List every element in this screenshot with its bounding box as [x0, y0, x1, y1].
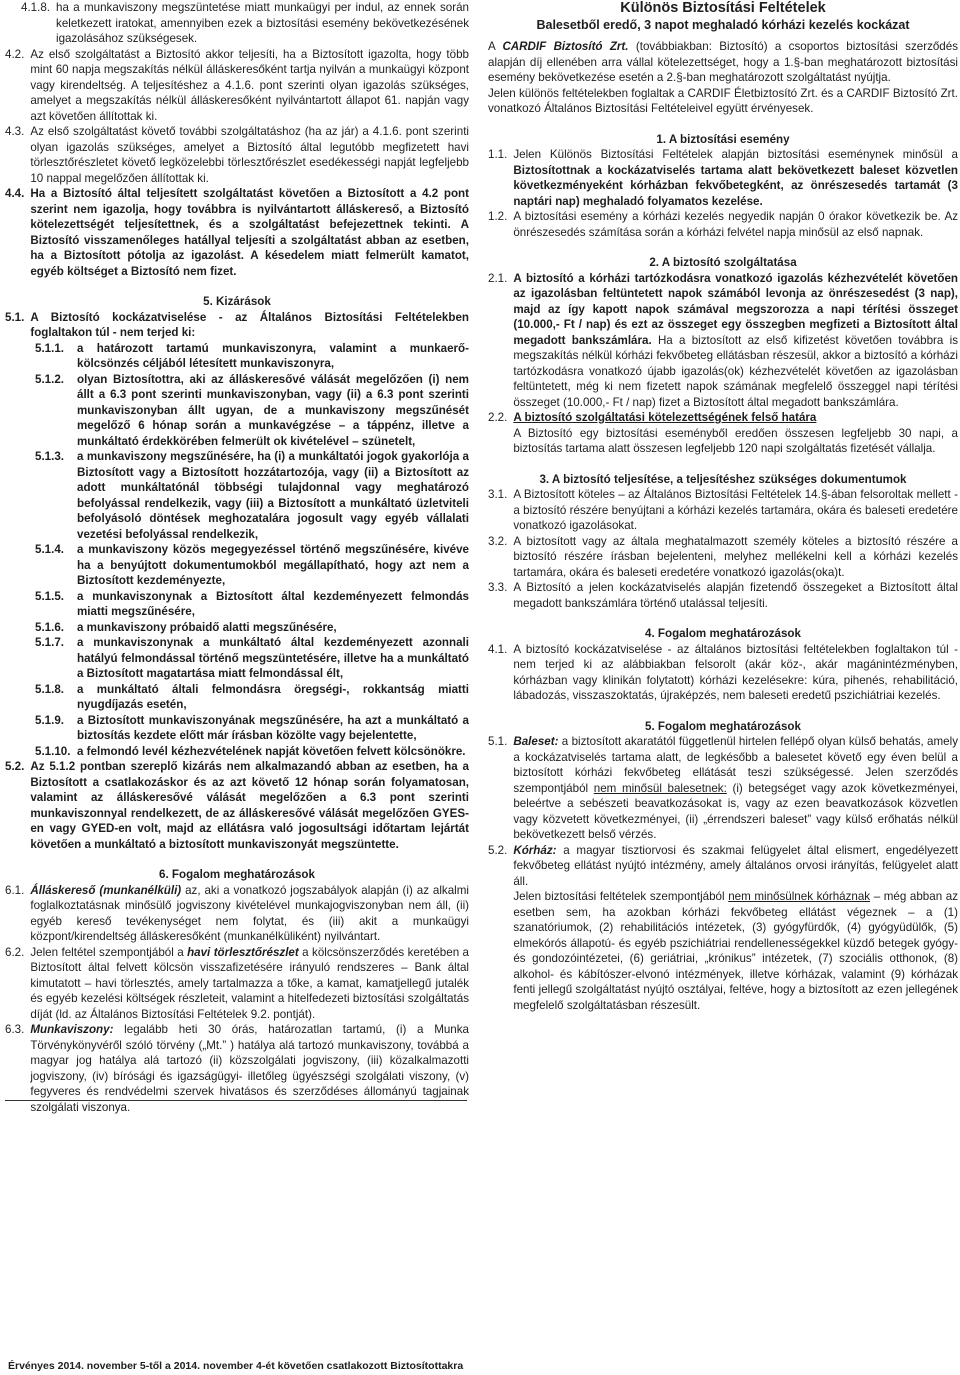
clause-4-1-8 — [5, 0, 469, 47]
clause-number: 4.1.8. — [21, 1, 51, 14]
section-2-heading: 2. A biztosító szolgáltatása — [649, 256, 797, 269]
definition-text: a magyar tisztiorvosi és szakmai felügyelet által elismert, engedélyezett fekvőbeteg ellátást nyújtó intézmény, amely általános orvosi irányítás, felügyelet alatt áll. — [513, 843, 958, 888]
clause-5-1 — [5, 310, 469, 341]
clause-text — [513, 147, 958, 209]
exclusion-text: a munkaviszony próbaidő alatti megszűnésére, — [77, 620, 337, 634]
right-column — [488, 0, 958, 1013]
clause-heading: A biztosító szolgáltatási kötelezettségének felső határa — [513, 411, 817, 424]
defined-term: Kórház: — [513, 843, 557, 857]
clause-5-1 — [488, 734, 958, 843]
clause-number: 5.2. — [5, 760, 25, 773]
definition-text: Jelen feltétel szempontjából a — [30, 945, 188, 959]
clause-3-3 — [488, 580, 958, 611]
footer-divider — [5, 1100, 467, 1101]
clause-text — [30, 945, 469, 1023]
section-3-heading: 3. A biztosító teljesítése, a teljesítéshez szükséges dokumentumok — [539, 472, 907, 486]
clause-text: Ha a Biztosító által teljesített szolgáltatást követően a Biztosított a 4.2 pont szerint nem igazolja, hogy továbbra is nyilvántartott álláskereső, a Biztosító kötelezettségét teljesítettnek, és a szolgáltatást befejezettnek tekinti. A Biztosító visszamenőleges hatállyal teljesíti a szolgáltatást abban az esetben, ha a Biztosított pótolja az igazolást. A késedelem miatt felmerült kamatot, egyéb költséget a Biztosító nem fizet. — [30, 187, 469, 278]
clause-text — [513, 734, 958, 843]
exclusion-item — [5, 682, 469, 713]
clause-1-1 — [488, 147, 958, 209]
exclusion-number: 5.1.3. — [35, 450, 65, 463]
clause-3-2 — [488, 534, 958, 581]
section-5-heading: 5. Fogalom meghatározások — [645, 719, 801, 733]
clause-number: 2.1. — [488, 271, 508, 285]
clause-5-2 — [5, 759, 469, 852]
clause-number: 6.1. — [5, 883, 25, 897]
clause-number: 5.1. — [5, 310, 25, 324]
intro-paragraph-2: Jelen különös feltételekben foglaltak a CARDIF Életbiztosító Zrt. és a CARDIF Biztosító Zrt. vonatkozó Általános Biztosítási Feltételeivel együtt érvényesek. — [488, 86, 958, 115]
document-subtitle: Balesetből eredő, 3 napot meghaladó kórházi kezelés kockázat — [536, 18, 910, 32]
exclusion-item — [5, 372, 469, 450]
exclusion-number: 5.1.10. — [35, 744, 71, 758]
exclusion-number: 5.1.4. — [35, 543, 65, 556]
clause-number: 4.1. — [488, 642, 508, 656]
definition-text: Jelen biztosítási feltételek szempontjából — [513, 890, 729, 903]
clause-text: A biztosítási esemény a kórházi kezelés negyedik napján 0 órakor következik be. Az önrészesedés számítása során a kórházi felvétel napja minősül az első napnak. — [513, 210, 958, 239]
clause-number: 1.1. — [488, 148, 508, 161]
exclusion-number: 5.1.1. — [35, 341, 65, 355]
exclusion-item — [5, 341, 469, 372]
clause-number: 3.1. — [488, 488, 508, 501]
clause-text-part: Jelen Különös Biztosítási Feltételek alapján biztosítási eseménynek minősül a — [513, 148, 958, 161]
clause-6-2 — [5, 945, 469, 1023]
defined-term: Baleset: — [513, 735, 559, 748]
intro-text: A — [488, 40, 503, 53]
clause-text-bold: A biztosító a kórházi tartózkodásra vonatkozó igazolás kézhezvételét követően az igazolásban feltüntetett napok számából levonja az önrészesedést (3 nap), majd az így kapott napok számával megszorozza a napi térítési összeget (10.000,- Ft / nap) és ezt az összeget egy összegben megfizeti a Biztosított által megadott bankszámlára. — [513, 271, 958, 347]
clause-text — [30, 883, 469, 945]
clause-text: Az első szolgáltatást a Biztosító akkor teljesíti, ha a Biztosított igazolta, hogy több mint 60 napja megszakítás nélkül álláskeresőként tartja nyilván a munkaügyi központ vagy kirendeltség. A teljesítéshez a 4.1.6. pont szerinti olyan igazolás szükséges, amelyet a megszakítás nélkül álláskeresőként nyilvántartott állapot 61. napján vagy azt követően állítottak ki. — [30, 47, 469, 123]
clause-number: 4.2. — [5, 47, 25, 61]
definition-text: az, aki a vonatkozó jogszabályok alapján (i) az alkalmi foglalkoztatásnak minősülő jogviszony kivételével munkajogviszonyban nem áll, (ii) egyéb kereső tevékenységet nem folytat, és (iii) akit a munkaügyi központ/kirendeltség álláskeresőként (munkanélküliként) nyilvántart. — [30, 883, 469, 943]
clause-text: ha a munkaviszony megszüntetése miatt munkaügyi per indul, az ennek során keletkezett iratokat, amennyiben ezek a biztosítási esemény bekövetkezésének igazolásához szükségesek. — [56, 1, 469, 45]
definition-text: a biztosított akaratától függetlenül hirtelen fellépő olyan külső behatás, amely a kockázatviselés tartama alatt, de legkésőbb a balesetet követő egy éven belül a biztosított kórházi fekvőbeteg ellátását teszi szükségessé. Jelen szerződés szempontjából — [513, 735, 958, 795]
clause-text: A Biztosító kockázatviselése - az Általános Biztosítási Feltételekben foglaltakon túl - nem terjed ki: — [30, 310, 469, 339]
exclusion-number: 5.1.8. — [35, 682, 65, 696]
exclusion-text: a munkaviszony megszűnésére, ha (i) a munkáltatói jogok gyakorlója a Biztosított vagy a Biztosított hozzátartozója, vagy (ii) a Biztosított az adott munkáltatónál többségi tulajdonnal vagy meghatározó befolyással rendelkezik, vagy (iii) a Biztosított a munkáltató üzletviteli befolyásoló döntések meghozatalára jogosult vagy egyéb vállalati vezetési befolyással rendelkezik, — [77, 450, 469, 541]
clause-3-1 — [488, 487, 958, 534]
definition-text: – még abban az esetben sem, ha azokban kórházi fekvőbeteg ellátást végeznek – a (1) szanatóriumok, (2) rehabilitációs intézetek, (3) gyógyfürdők, (4) gyógyüdülők, (5) elmekórós állapotú- és egyéb pszichiátriai rendellenességekkel küzdő betegek gyógy- és gondozóintézetei, (6) geriátriai, „krónikus” intézetek, (7) szociális otthonok, (8) alkohol- és kábítószer-elvonó intézmények, illetve kórházak, valamint (9) kórházak fenti jellegű szolgáltatást nyújtó osztályai, feltéve, hogy a biztosított az ezen jellegének megfelelő szolgáltatásban részesült. — [513, 890, 958, 1012]
clause-4-2 — [5, 47, 469, 125]
exclusion-text: a munkaviszonynak a Biztosított által kezdeményezett felmondás miatti megszűnésére, — [77, 589, 469, 618]
exclusion-item — [5, 589, 469, 620]
exclusion-text: a munkaviszony közös megegyezéssel történő megszűnésére, kivéve ha a benyújtott dokumentumokból megállapítható, hogy azt nem a Biztosított kezdeményezte, — [77, 543, 469, 587]
clause-number: 5.1. — [488, 735, 508, 748]
exclusion-text: a Biztosított munkaviszonyának megszűnésére, ha azt a munkáltató a biztosítás kezdete előtt már írásban közölte vagy bejelentette, — [77, 713, 469, 742]
exclusion-number: 5.1.9. — [35, 713, 65, 727]
clause-text — [513, 271, 958, 411]
clause-number: 6.3. — [5, 1023, 25, 1036]
defined-term: Munkaviszony: — [30, 1023, 114, 1036]
clause-number: 3.3. — [488, 581, 508, 594]
exclusion-text: a munkaviszonynak a munkáltató által kezdeményezett azonnali hatályú felmondással történő megszüntetésére, illetve ha a munkáltató a Biztosított magatartása miatt felmondással élt, — [77, 636, 469, 680]
exclusion-item — [5, 542, 469, 589]
intro-text: (továbbiakban: Biztosító) a csoportos biztosítási szerződés alapján díj ellenében arra vállal kötelezettséget, hogy a 1.§-ban meghatározott biztosítási esemény bekövetkezése esetén a 2.§-ban meghatározott szolgáltatást nyújtja. — [488, 40, 959, 84]
clause-4-1 — [488, 642, 958, 704]
exclusion-item — [5, 449, 469, 542]
clause-number: 1.2. — [488, 210, 508, 223]
definition-underlined: nem minősül balesetnek: — [593, 781, 727, 795]
document-title: Különös Biztosítási Feltételek — [620, 0, 826, 16]
clause-text-part: A Biztosító egy biztosítási eseményből eredően összesen legfeljebb 30 napi, a biztosítás tartama alatt összesen legfeljebb 120 napi szolgáltatás fizetését vállalja. — [513, 426, 958, 455]
clause-text — [513, 843, 958, 1014]
exclusion-list — [5, 341, 469, 760]
clause-4-3 — [5, 124, 469, 186]
clause-number: 6.2. — [5, 945, 25, 959]
clause-text: A biztosító kockázatviselése - az általános biztosítási feltételekben foglaltakon túl - nem terjed ki az alábbiakban felsorolt (akár köz-, akár magánintézményben, kórházban vagy klinikán folytatott) kórházi kezelésekre: kúra, pihenés, rehabilitáció, lábadozás, visszaszoktatás, újraképzés, nem baleseti eredetű pszichiátriai kezelés. — [513, 642, 958, 702]
company-name: CARDIF Biztosító Zrt. — [502, 40, 629, 53]
intro-paragraph — [488, 39, 958, 86]
clause-6-3 — [5, 1022, 469, 1115]
section-4-heading: 4. Fogalom meghatározások — [645, 627, 801, 640]
exclusion-item — [5, 744, 469, 760]
clause-number: 5.2. — [488, 843, 508, 857]
exclusion-number: 5.1.5. — [35, 589, 65, 603]
exclusion-text: a munkáltató általi felmondásra öregségi-, rokkantság miatti nyugdíjazás esetén, — [77, 682, 469, 711]
definition-text: (i) betegséget vagy azok következményei, beleértve a sebészeti beavatkozásokat is, vagy az ezen beavatkozások közvetlen vagy közvetett következményei, (ii) „érrendszeri baleset” vagy külső erőhatás nélkül bekövetkezett belső vérzés. — [513, 781, 959, 841]
clause-number: 4.3. — [5, 125, 25, 138]
clause-text: A Biztosított köteles – az Általános Biztosítási Feltételek 14.§-ában felsoroltak mellett - a biztosító részére benyújtani a kórházi kezelés tartamára, okára és baleseti eredetére vonatkozó igazolásokat. — [513, 488, 958, 532]
section-5-heading: 5. Kizárások — [203, 295, 271, 308]
clause-2-1 — [488, 271, 958, 411]
exclusion-number: 5.1.2. — [35, 372, 65, 386]
definition-underlined: nem minősülnek kórháznak — [728, 890, 871, 903]
clause-1-2 — [488, 209, 958, 240]
exclusion-item — [5, 635, 469, 682]
section-1-heading: 1. A biztosítási esemény — [656, 132, 790, 146]
exclusion-number: 5.1.6. — [35, 620, 65, 634]
clause-text: Az 5.1.2 pontban szereplő kizárás nem alkalmazandó abban az esetben, ha a Biztosított a csatlakozáskor és az azt követő 12 hónap során folyamatosan, valamint az álláskeresővé válását megelőzően a 6.3 pont szerinti munkaviszonnyal rendelkezett, de az álláskeresővé válását megelőzően GYES-en vagy GYED-en volt, majd az ellátásra való jogosultsági időtartam lejártát követően a munkáltató a biztosított munkaviszonyát megszüntette. — [30, 760, 469, 851]
clause-2-2 — [488, 410, 958, 457]
clause-4-4 — [5, 186, 469, 279]
clause-text — [513, 410, 958, 457]
clause-text — [30, 1022, 469, 1115]
definition-text: legalább heti 30 órás, határozatlan tartamú, (i) a Munka Törvénykönyvéről szóló törvény („Mt.” ) hatálya alá tartozó munkaviszony, továbbá a magyar jog hatálya alá tartozó (ii) közszolgálati jogviszony, (iii) közalkalmazotti jogviszony, (iv) bírósági és igazságügyi- illetőleg ügyészségi szolgálati viszony, (v) fegyveres és rendvédelmi szervek hivatásos és szerződéses állományú tagjainak szolgálati viszonya. — [30, 1023, 469, 1114]
clause-text: A biztosított vagy az általa meghatalmazott személy köteles a biztosító részére a biztosító részére írásban bejelenteni, melyhez mellékelni kell a kórházi kezelés tartamára, okára és baleseti eredetére vonatkozó igazolás(oka)t. — [513, 534, 958, 579]
clause-text-bold: Biztosítottnak a kockázatviselés tartama alatt bekövetkezett baleset közvetlen következményeként kórházban fekvőbetegként, az önrészesedés tartamát (3 naptári nap) meghaladó folyamatos kezelése. — [513, 163, 958, 208]
clause-text-part: Ha a biztosított az első kifizetést követően továbbra is megszakítás nélkül kórházi fekvőbeteg ellátásban részesül, akkor a biztosító a kórházi tartózkodásra vonatkozó újabb igazolás(ok) kézhezvételét követően az igazolásban feltüntetett, még ki nem fizetett napok számának megfelelő összeggel napi térítési összeget (10.000,- Ft / nap) fizet a Biztosított által megadott bankszámlára. — [513, 333, 958, 409]
exclusion-number: 5.1.7. — [35, 636, 65, 649]
section-6-heading: 6. Fogalom meghatározások — [159, 868, 315, 881]
clause-6-1 — [5, 883, 469, 945]
clause-number: 4.4. — [5, 187, 25, 200]
footer-validity-note: Érvényes 2014. november 5-től a 2014. november 4-ét követően csatlakozott Biztosítottakra — [8, 1360, 464, 1372]
exclusion-item — [5, 713, 469, 744]
exclusion-text: a felmondó levél kézhezvételének napját követően felvett kölcsönökre. — [77, 744, 466, 758]
left-column — [5, 0, 469, 1115]
exclusion-text: olyan Biztosítottra, aki az álláskeresővé válását megelőzően (i) nem állt a 6.3 pont szerinti munkaviszonyban, vagy (ii) a 6.3 pont szerinti munkaviszonyban állt ugyan, de a munkaviszony megszűnését megelőző 6 hónap során a munkavégzése – a táppénz, illetve a munkáltató érdekkörében felmerült ok kivételével – szünetelt, — [77, 372, 469, 448]
clause-number: 3.2. — [488, 534, 508, 548]
clause-5-2 — [488, 843, 958, 1014]
clause-number: 2.2. — [488, 411, 508, 424]
definition-text: a kölcsönszerződés keretében a Biztosított által felvett kölcsön visszafizetésére irányuló rendszeres – Bank által kimutatott – havi törlesztés, amely tartalmazza a tőke, a kamat, kamatjellegű jutalék és egyéb kezelési költségek részleteit, valamint a hitelfedezeti biztosítási szolgáltatás díját (ld. az Általános Biztosítási Feltételek 9.2. pontját). — [30, 945, 470, 1021]
defined-term: havi törlesztőrészlet — [187, 945, 299, 959]
clause-text: A Biztosító a jelen kockázatviselés alapján fizetendő összegeket a Biztosított által megadott bankszámlára történő utalással teljesíti. — [513, 581, 958, 610]
exclusion-item — [5, 620, 469, 636]
defined-term: Álláskereső (munkanélküli) — [30, 883, 182, 897]
clause-text: Az első szolgáltatást követő további szolgáltatáshoz (ha az jár) a 4.1.6. pont szerinti olyan igazolás szükséges, amelyet a Biztosító által legutóbb megfizetett havi törlesztőrészletet követő legközelebbi törlesztőrészlet esedékességi napját legfeljebb 10 nappal megelőzően állítottak ki. — [30, 125, 469, 185]
exclusion-text: a határozott tartamú munkaviszonyra, valamint a munkaerő-kölcsönzés céljából létesített munkaviszonyra, — [77, 341, 469, 370]
